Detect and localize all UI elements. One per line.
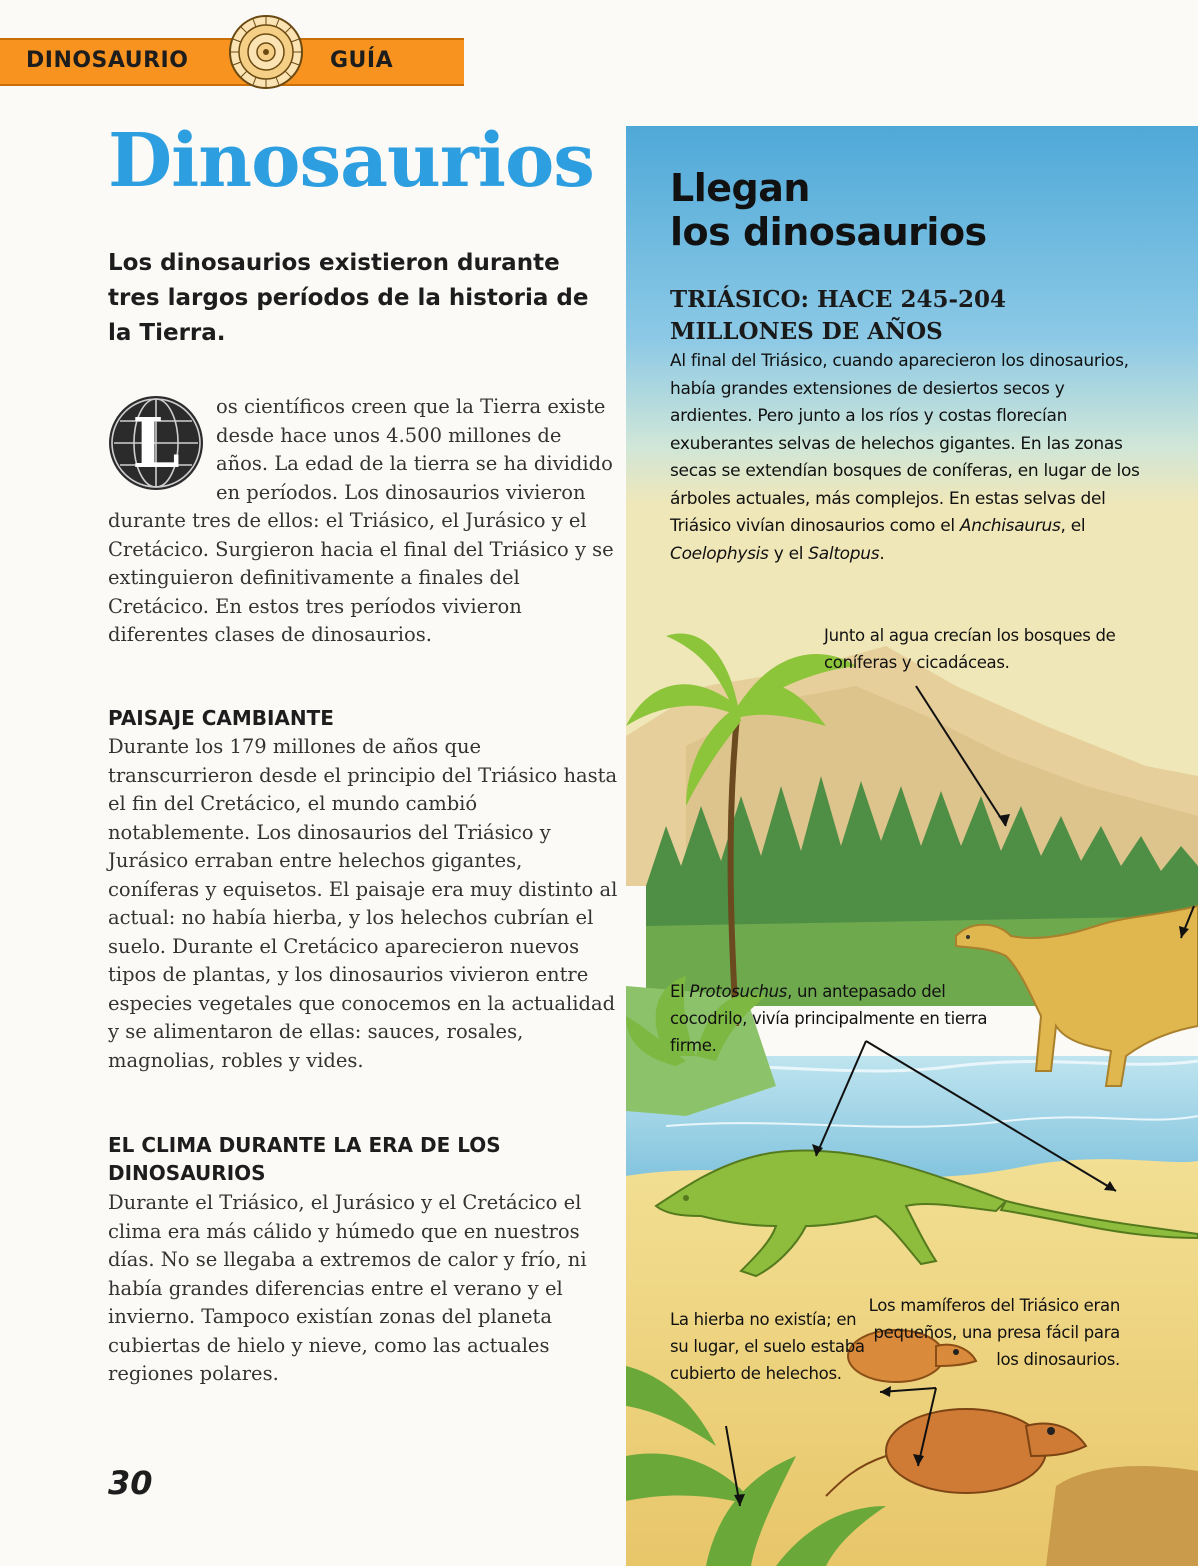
caption-protosuchus (670, 978, 1000, 1059)
header-label-dinosaurio: DINOSAURIO (26, 48, 189, 73)
species-anchisaurus: Anchisaurus (959, 516, 1061, 536)
caption-coniferas: Junto al agua crecían los bosques de coníferas y cicadáceas. (824, 626, 1116, 672)
triassic-description (670, 348, 1150, 568)
triassic-heading-line2: MILLONES DE AÑOS (670, 318, 943, 345)
intro-text: Los dinosaurios existieron durante tres largos períodos de la historia de la Tierra. (108, 250, 589, 346)
triassic-text-a: Al final del Triásico, cuando aparecieron los dinosaurios, había grandes extensiones de desiertos secos y ardientes. Pero junto a los ríos y costas florecían exuberantes selvas de helechos gigantes. En las zonas secas se extendían bosques de coníferas, en lugar de los árboles actuales, más complejos. En estas selvas del Triásico vivían dinosaurios como el (670, 351, 1140, 536)
paragraph-intro (108, 393, 618, 650)
caption-protosuchus-a: El (670, 982, 690, 1001)
heading-paisaje: PAISAJE CAMBIANTE (108, 706, 334, 730)
heading-clima: EL CLIMA DURANTE LA ERA DE LOS DINOSAURIOS (108, 1133, 501, 1185)
panel-title-line1: Llegan (670, 166, 810, 210)
species-saltopus: Saltopus (808, 543, 880, 564)
caption-mamiferos: Los mamíferos del Triásico eran pequeños, una presa fácil para los dinosaurios. (868, 1296, 1120, 1369)
triassic-text-b: , el (1060, 516, 1086, 536)
globe-dropcap-icon (106, 393, 206, 493)
triassic-text-c: y el (768, 543, 809, 564)
triassic-heading (670, 284, 1150, 348)
dropcap-letter: L (132, 404, 180, 484)
species-protosuchus: Protosuchus (689, 982, 788, 1001)
page-title: Dinosaurios (108, 118, 594, 204)
paragraph-clima: Durante el Triásico, el Jurásico y el Cretácico el clima era más cálido y húmedo que en nuestros días. No se llegaba a extremos de calor y frío, ni había grandes diferencias entre el verano y el invierno. Tampoco existían zonas del planeta cubiertas de hielo y nieve, como las actuales regiones polares. (108, 1191, 587, 1385)
panel-title-line2: los dinosaurios (670, 210, 987, 254)
triassic-illustration-panel (626, 126, 1198, 1566)
page-number: 30 (108, 1464, 153, 1502)
caption-hierba: La hierba no existía; en su lugar, el suelo estaba cubierto de helechos. (670, 1310, 865, 1383)
species-coelophysis: Coelophysis (670, 543, 769, 564)
ammonite-icon (226, 12, 306, 92)
header-label-guia: GUÍA (330, 48, 394, 73)
triassic-text-d: . (879, 543, 885, 564)
panel-title (670, 166, 987, 254)
triassic-heading-line1: TRIÁSICO: HACE 245-204 (670, 286, 1007, 313)
paragraph-paisaje: Durante los 179 millones de años que transcurrieron desde el principio del Triásico hasta el fin del Cretácico, el mundo cambió notablemente. Los dinosaurios del Triásico y Jurásico erraban entre helechos gigantes, coníferas y equisetos. El paisaje era muy distinto al actual: no había hierba, y los helechos cubrían el suelo. Durante el Cretácico aparecieron nuevos tipos de plantas, y los dinosaurios vivieron entre especies vegetales que conocemos en la actualidad y se alimentaron de ellas: sauces, rosales, magnolias, robles y vides. (108, 735, 618, 1072)
paragraph-intro-text: os científicos creen que la Tierra existe desde hace unos 4.500 millones de años. La edad de la tierra se ha dividido en períodos. Los dinosaurios vivieron durante tres de ellos: el Triásico, el Jurásico y el Cretácico. Surgieron hacia el final del Triásico y se extinguieron definitivamente a finales del Cretácico. En estos tres períodos vivieron diferentes clases de dinosaurios. (108, 395, 614, 646)
caption-protosuchus-b: , un antepasado del cocodrilo, vivía principalmente en tierra firme. (670, 982, 988, 1055)
